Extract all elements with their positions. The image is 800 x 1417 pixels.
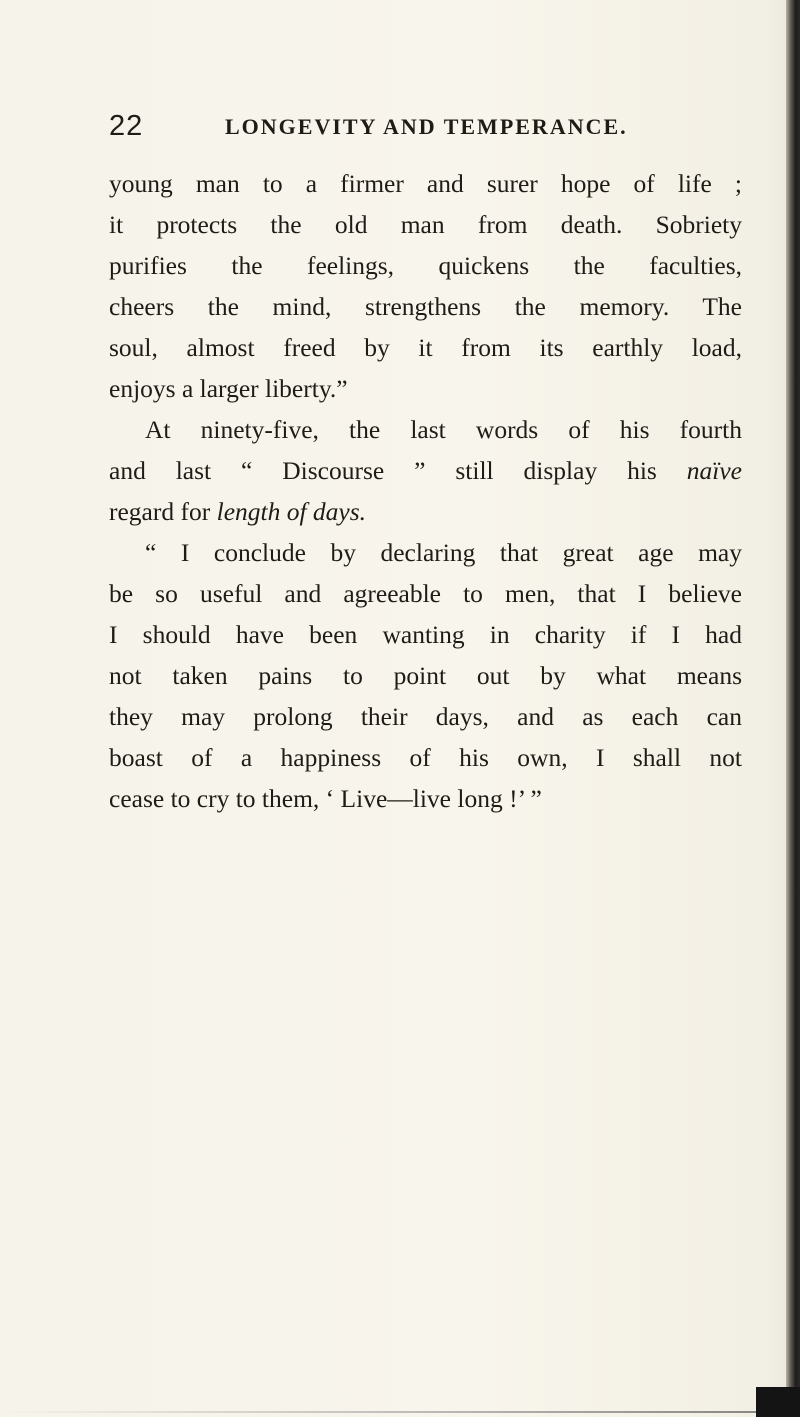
text-line: it protects the old man from death. Sobriety xyxy=(109,210,742,239)
text-line: cease to cry to them, ‘ Live—live long !’ ” xyxy=(109,784,542,813)
text-line xyxy=(109,491,742,532)
running-header xyxy=(109,110,749,146)
text-line: cheers the mind, strengthens the memory. The xyxy=(109,292,742,321)
text-line: not taken pains to point out by what means xyxy=(109,661,742,690)
text-fragment: regard for xyxy=(109,497,211,526)
text-line: soul, almost freed by it from its earthly load, xyxy=(109,333,742,362)
text-line: they may prolong their days, and as each can xyxy=(109,702,742,731)
page-bottom-shadow xyxy=(0,1411,760,1413)
text-line: “ I conclude by declaring that great age may xyxy=(145,538,742,567)
text-line: be so useful and agreeable to men, that I believe xyxy=(109,579,742,608)
book-corner-mark xyxy=(756,1387,800,1417)
page-number: 22 xyxy=(109,110,144,142)
text-line: boast of a happiness of his own, I shall not xyxy=(109,743,742,772)
italic-phrase: length of days. xyxy=(216,497,367,526)
text-line: young man to a firmer and surer hope of life ; xyxy=(109,169,742,198)
text-line: purifies the feelings, quickens the faculties, xyxy=(109,251,742,280)
book-edge xyxy=(786,0,800,1417)
text-line xyxy=(109,450,742,491)
text-line: I should have been wanting in charity if I had xyxy=(109,620,742,649)
running-title: LONGEVITY AND TEMPERANCE. xyxy=(225,114,628,139)
text-line: enjoys a larger liberty.” xyxy=(109,374,348,403)
italic-word: naïve xyxy=(686,456,742,485)
body-text xyxy=(109,163,742,819)
text-line: At ninety-five, the last words of his fourth xyxy=(145,415,742,444)
text-fragment: and last “ Discourse ” still display his xyxy=(109,456,657,485)
